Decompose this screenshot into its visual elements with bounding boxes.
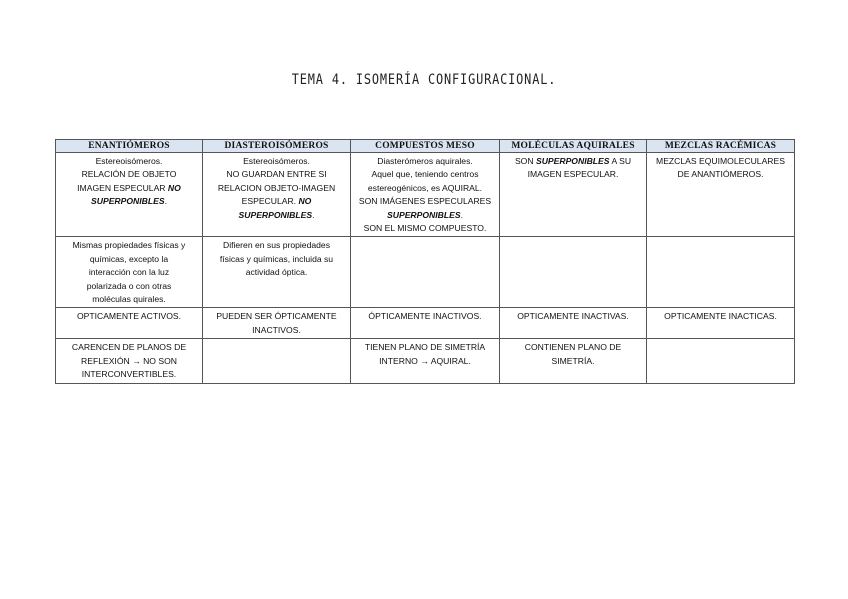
table-row <box>56 153 795 237</box>
cell-line: . <box>164 196 167 207</box>
header-compuestos-meso: COMPUESTOS MESO <box>351 140 500 153</box>
cell-line: Difieren en sus propiedades <box>222 240 330 251</box>
cell-line: Aquel que, teniendo centros <box>371 169 479 180</box>
table-row <box>56 237 795 308</box>
cell-line: polarizada o con otras <box>86 280 172 291</box>
cell-line: DE ANANTIÓMEROS. <box>677 169 764 180</box>
emphasis-text: SUPERPONIBLES <box>387 209 461 220</box>
cell-racemicas-definition <box>647 153 795 237</box>
cell-enantiomeros-symmetry <box>56 339 203 383</box>
cell-line: RELACION OBJETO-IMAGEN <box>217 182 336 193</box>
cell-line: RELACIÓN DE OBJETO <box>81 169 177 180</box>
cell-diasteroisomeros-optical <box>203 308 351 339</box>
empty-cell <box>647 237 795 308</box>
cell-line: . <box>460 209 463 220</box>
cell-line: SIMETRÍA. <box>551 355 595 366</box>
cell-line: MEZCLAS EQUIMOLECULARES <box>656 156 785 166</box>
header-moleculas-aquirales: MOLÉCULAS AQUIRALES <box>500 140 647 153</box>
cell-line: NO GUARDAN ENTRE SI <box>226 169 327 180</box>
cell-line: INTERNO → AQUIRAL. <box>379 355 471 366</box>
header-mezclas-racemicas: MEZCLAS RACÉMICAS <box>647 140 795 153</box>
cell-line: PUEDEN SER ÓPTICAMENTE <box>216 311 337 322</box>
cell-aquirales-symmetry <box>500 339 647 383</box>
isomeria-table <box>55 139 795 384</box>
empty-cell <box>203 339 351 383</box>
cell-line: OPTICAMENTE INACTIVAS. <box>517 311 629 322</box>
cell-line: ÓPTICAMENTE INACTIVOS. <box>368 311 482 322</box>
cell-meso-symmetry <box>351 339 500 383</box>
cell-line: OPTICAMENTE ACTIVOS. <box>76 311 182 322</box>
cell-line: CARENCEN DE PLANOS DE <box>71 342 187 353</box>
cell-line: INTERCONVERTIBLES. <box>81 369 177 380</box>
cell-diasteroisomeros-properties <box>203 237 351 308</box>
cell-meso-optical <box>351 308 500 339</box>
cell-racemicas-optical <box>647 308 795 339</box>
cell-enantiomeros-definition <box>56 153 203 237</box>
cell-aquirales-optical <box>500 308 647 339</box>
cell-line: TIENEN PLANO DE SIMETRÍA <box>364 342 486 353</box>
cell-aquirales-definition <box>500 153 647 237</box>
cell-line: . <box>312 209 315 220</box>
cell-line: Mismas propiedades físicas y <box>72 240 186 251</box>
header-enantiomeros: ENANTIÓMEROS <box>56 140 203 153</box>
cell-line: IMAGEN ESPECULAR. <box>527 169 619 180</box>
empty-cell <box>500 237 647 308</box>
emphasis-text: NO <box>167 182 181 193</box>
cell-line: A SU <box>611 156 632 166</box>
cell-line: IMAGEN ESPECULAR <box>77 182 166 193</box>
empty-cell <box>351 237 500 308</box>
cell-diasteroisomeros-definition <box>203 153 351 237</box>
cell-line: moléculas quirales. <box>92 294 166 305</box>
cell-line: químicas, excepto la <box>89 253 169 264</box>
cell-line: INACTIVOS. <box>252 324 301 335</box>
cell-enantiomeros-properties <box>56 237 203 308</box>
emphasis-text: SUPERPONIBLES <box>91 196 165 207</box>
cell-enantiomeros-optical <box>56 308 203 339</box>
cell-line: Estereoisómeros. <box>243 156 310 166</box>
cell-line: REFLEXIÓN → NO SON <box>81 355 177 366</box>
emphasis-text: SUPERPONIBLES <box>535 156 610 166</box>
page-title: TEMA 4. ISOMERÍA CONFIGURACIONAL. <box>291 72 557 88</box>
cell-line: SON EL MISMO COMPUESTO. <box>363 223 487 234</box>
cell-line: CONTIENEN PLANO DE <box>524 342 622 353</box>
table-row <box>56 308 795 339</box>
header-row <box>56 140 795 153</box>
cell-line: SON <box>514 156 534 166</box>
cell-line: Diasterómeros aquirales. <box>377 156 473 166</box>
cell-line: estereogénicos, es AQUIRAL. <box>367 182 483 193</box>
cell-line: actividad óptica. <box>245 267 308 278</box>
cell-meso-definition <box>351 153 500 237</box>
table-row <box>56 339 795 383</box>
cell-line: interacción con la luz <box>88 267 170 278</box>
cell-line: ESPECULAR. <box>241 196 297 207</box>
cell-line: físicas y químicas, incluida su <box>219 253 334 264</box>
emphasis-text: NO <box>298 196 312 207</box>
cell-line: SON IMÁGENES ESPECULARES <box>358 196 492 207</box>
header-diasteroisomeros: DIASTEROISÓMEROS <box>203 140 351 153</box>
emphasis-text: SUPERPONIBLES <box>238 209 313 220</box>
cell-line: Estereoisómeros. <box>95 156 163 166</box>
empty-cell <box>647 339 795 383</box>
cell-line: OPTICAMENTE INACTICAS. <box>664 311 777 322</box>
